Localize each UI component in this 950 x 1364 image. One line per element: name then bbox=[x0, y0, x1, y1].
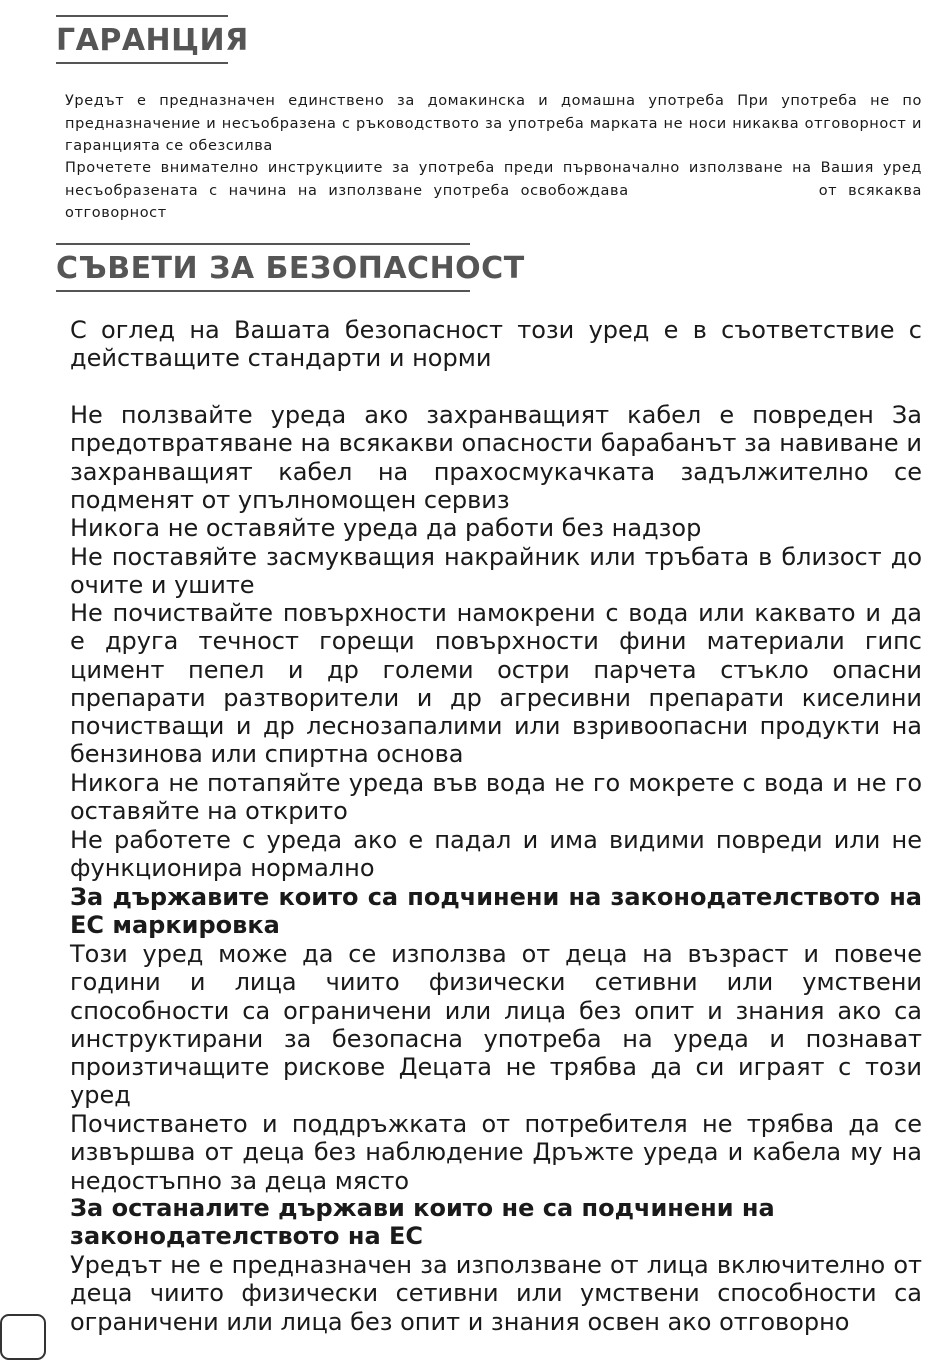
warranty-paragraph-2 bbox=[65, 157, 922, 225]
eu-paragraph-1: Този уред може да се използва от деца на възраст и повече години и лица чиито физически сетивни или умствени способности са ограничени или лица без опит и знания ако са инструктирани за безопасна употреба на уреда и познават произтичащите рискове Децата не трябва да си играят с този уред bbox=[70, 940, 922, 1110]
non-eu-paragraph-1: Уредът не е предназначен за използване от лица включително от деца чиито физически сетивни или умствени способности са ограничени или лица без опит и знания освен ако отговорно bbox=[70, 1251, 922, 1336]
safety-item-4: Не почиствайте повърхности намокрени с вода или каквато и да е друга течност горещи повърхности фини материали гипс цимент пепел и др големи остри парчета стъкло опасни препарати разтворители и др агресивни препарати киселини почистващи и др леснозапалими или взривоопасни продукти на бензинова или спиртна основа bbox=[70, 599, 922, 769]
safety-item-5: Никога не потапяйте уреда във вода не го мокрете с вода и не го оставяйте на открито bbox=[70, 769, 922, 826]
safety-item-3: Не поставяйте засмукващия накрайник или тръбата в близост до очите и ушите bbox=[70, 543, 922, 600]
safety-item-2: Никога не оставяйте уреда да работи без надзор bbox=[70, 514, 702, 542]
page-corner-box bbox=[0, 1314, 46, 1360]
warranty-heading: ГАРАНЦИЯ bbox=[56, 15, 228, 64]
eu-paragraph-2: Почистването и поддръжката от потребителя не трябва да се извършва от деца без наблюдение Дръжте уреда и кабела му на недостъпно за деца място bbox=[70, 1110, 922, 1195]
safety-intro: С оглед на Вашата безопасност този уред е в съответствие с действащите стандарти и норми bbox=[70, 316, 922, 373]
safety-item-1: Не ползвайте уреда ако захранващият кабел е повреден За предотвратяване на всякакви опасности барабанът за навиване и захранващият кабел на прахосмукачката задължително се подменят от упълномощен сервиз bbox=[70, 401, 922, 514]
warranty-paragraph-2-end: от всякаква отговорност bbox=[65, 182, 922, 221]
warranty-paragraph-2-text: Прочетете внимателно инструкциите за употреба преди първоначално използване на Вашия уред несъобразената с начина на използване употреба освобождава bbox=[65, 160, 922, 199]
safety-heading: СЪВЕТИ ЗА БЕЗОПАСНОСТ bbox=[56, 243, 470, 292]
safety-item-6: Не работете с уреда ако е падал и има видими повреди или не функционира нормално bbox=[70, 826, 922, 883]
non-eu-heading: За останалите държави които не са подчинени на законодателството на ЕС bbox=[70, 1194, 775, 1251]
warranty-paragraph-1: Уредът е предназначен единствено за домакинска и домашна употреба При употреба не по предназначение и несъобразена с ръководството за употреба марката не носи никаква отговорност и гаранцията се обезсилва bbox=[65, 93, 922, 154]
eu-heading: За държавите които са подчинени на законодателството на ЕС маркировка bbox=[70, 883, 922, 940]
